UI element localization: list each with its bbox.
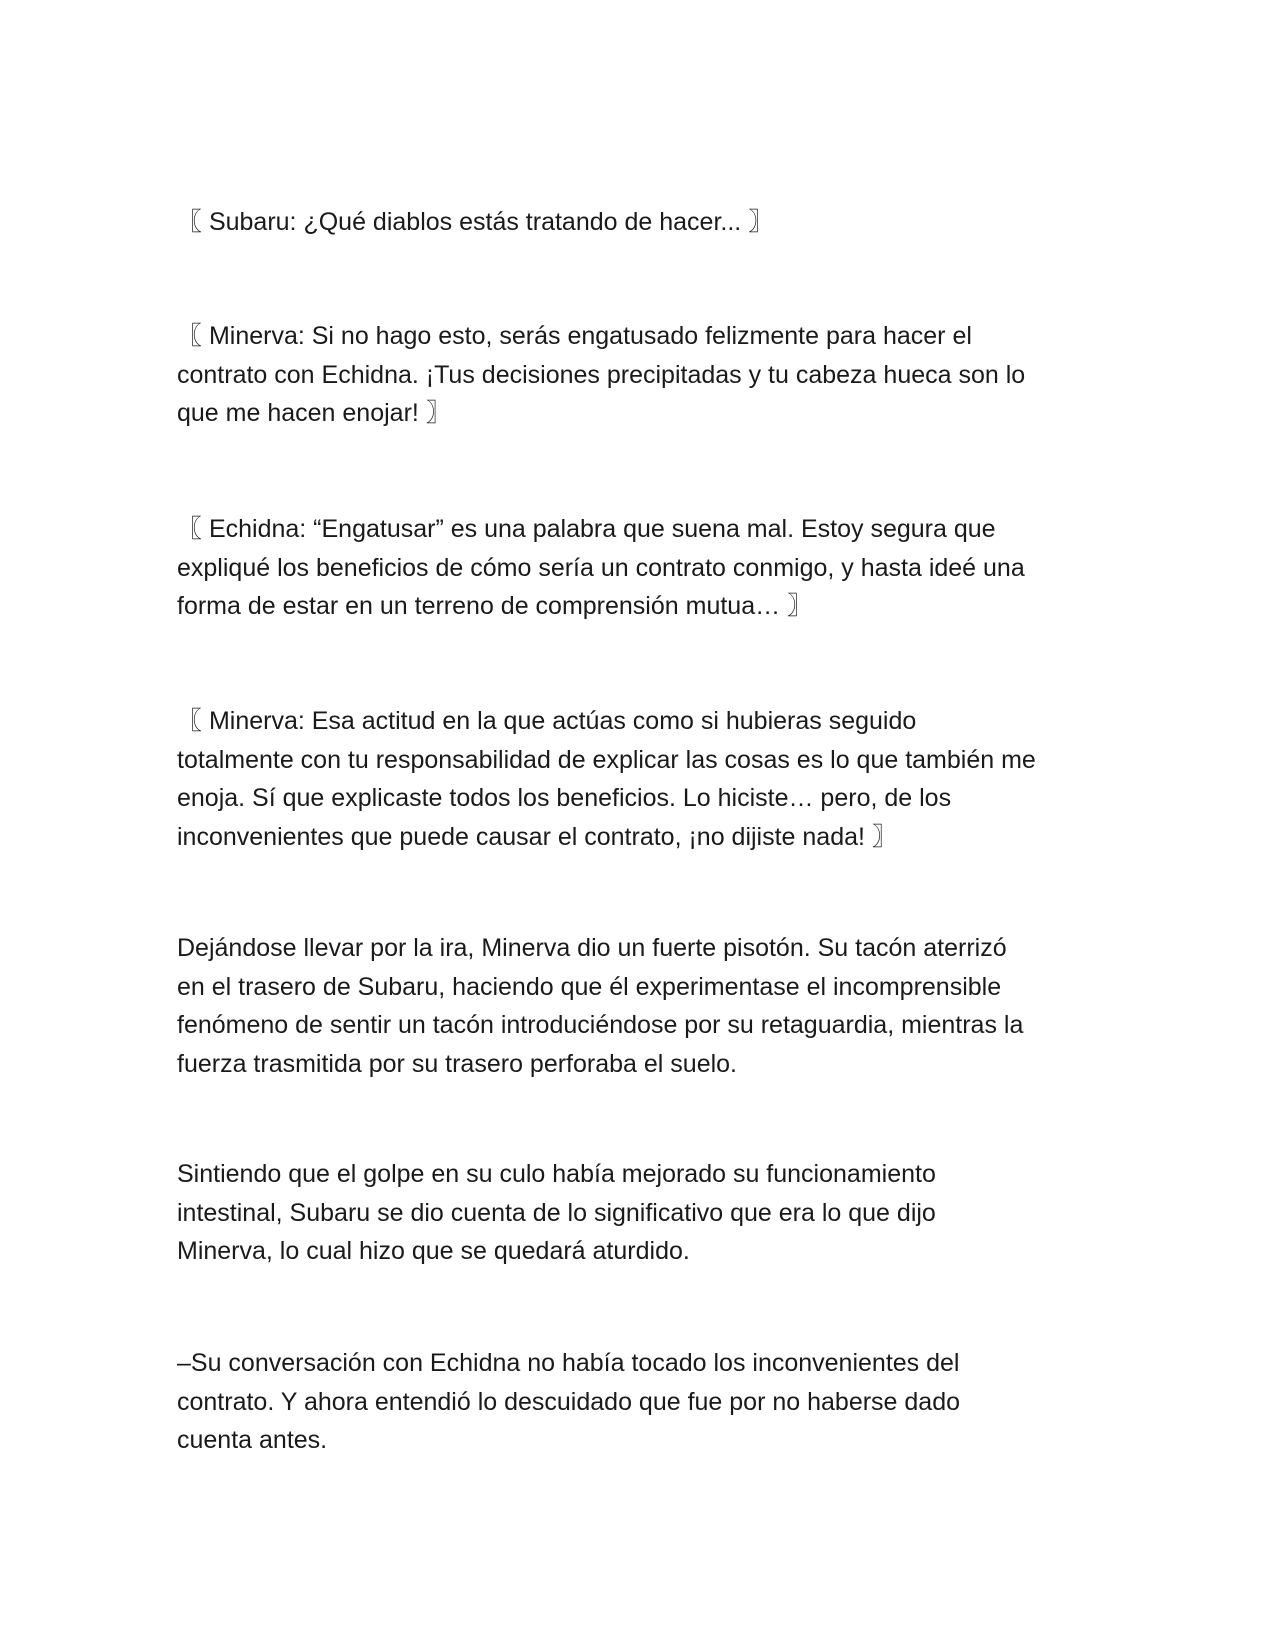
text-line: contrato. Y ahora entendió lo descuidado que fue por no haberse dado — [177, 1387, 961, 1416]
text-line: 〖 Echidna: “Engatusar” es una palabra que suena mal. Estoy segura que — [177, 515, 996, 543]
text-line: Sintiendo que el golpe en su culo había mejorado su funcionamiento — [177, 1160, 936, 1188]
narrative-paragraph — [177, 1155, 1107, 1271]
narrative-paragraph — [177, 1344, 1107, 1460]
text-line: contrato con Echidna. ¡Tus decisiones precipitadas y tu cabeza hueca son lo — [177, 360, 1026, 389]
text-line: 〖 Minerva: Si no hago esto, serás engatusado felizmente para hacer el — [177, 322, 972, 350]
text-line: –Su conversación con Echidna no había tocado los inconvenientes del — [177, 1349, 960, 1377]
text-line: cuenta antes. — [177, 1426, 328, 1454]
text-line: fenómeno de sentir un tacón introduciéndose por su retaguardia, mientras la — [177, 1011, 1024, 1039]
text-line: inconvenientes que puede causar el contrato, ¡no dijiste nada! 〗 — [177, 822, 897, 851]
text-line: Dejándose llevar por la ira, Minerva dio un fuerte pisotón. Su tacón aterrizó — [177, 934, 1007, 962]
dialogue-paragraph-subaru — [177, 203, 1107, 242]
text-line: intestinal, Subaru se dio cuenta de lo significativo que era lo que dijo — [177, 1198, 936, 1227]
text-line: forma de estar en un terreno de comprensión mutua… 〗 — [177, 592, 813, 620]
text-line: totalmente con tu responsabilidad de explicar las cosas es lo que también me — [177, 745, 1036, 774]
dialogue-paragraph-echidna — [177, 510, 1107, 626]
narrative-paragraph — [177, 929, 1107, 1083]
text-line: 〖 Minerva: Esa actitud en la que actúas como si hubieras seguido — [177, 707, 917, 735]
text-line: enoja. Sí que explicaste todos los beneficios. Lo hiciste… pero, de los — [177, 784, 952, 812]
text-line: Minerva, lo cual hizo que se quedará aturdido. — [177, 1237, 690, 1265]
text-line: 〖 Subaru: ¿Qué diablos estás tratando de hacer... 〗 — [177, 208, 774, 236]
dialogue-paragraph-minerva — [177, 317, 1107, 433]
dialogue-paragraph-minerva-2 — [177, 702, 1107, 856]
text-line: fuerza trasmitida por su trasero perforaba el suelo. — [177, 1049, 737, 1078]
text-line: que me hacen enojar! 〗 — [177, 399, 451, 427]
text-line: en el trasero de Subaru, haciendo que él experimentase el incomprensible — [177, 972, 1002, 1001]
text-line: expliqué los beneficios de cómo sería un contrato conmigo, y hasta ideé una — [177, 553, 1025, 582]
